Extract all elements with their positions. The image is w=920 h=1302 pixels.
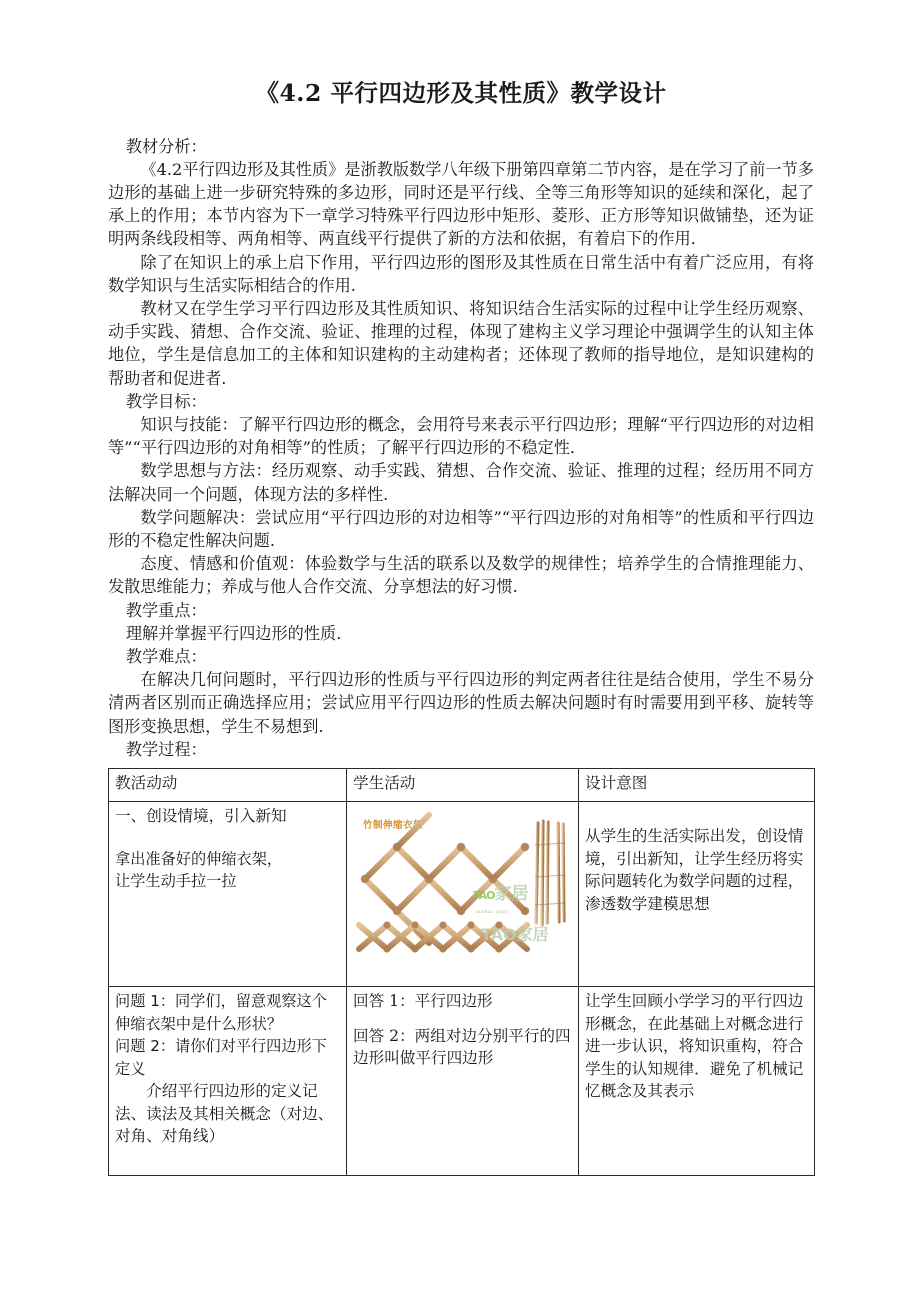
teaching-process-label: 教学过程： bbox=[125, 739, 207, 759]
textbook-analysis-paragraph-3: 教材又在学生学习平行四边形及其性质知识、将知识结合生活实际的过程中让学生经历观察、动手实践、猜想、合作交流、验证、推理的过程，体现了建构主义学习理论中强调学生的认知主体地位，学生是信息加工的主体和知识建构的主动建构者；还体现了教师的指导地位，是知识建构的帮助者和促进者. bbox=[108, 298, 814, 388]
textbook-analysis-label: 教材分析： bbox=[125, 136, 207, 156]
table-row bbox=[109, 987, 815, 1176]
image-watermark-subtext: TAOBAO JIAJU bbox=[475, 909, 509, 915]
column-header-design-intent: 设计意图 bbox=[579, 769, 815, 802]
column-header-teacher-activity: 教活动动 bbox=[109, 769, 347, 802]
section-heading-create-situation: 一、创设情境，引入新知 bbox=[115, 807, 287, 826]
teacher-question-2: 问题 2：请你们对平行四边形下定义 bbox=[115, 1037, 327, 1078]
column-header-student-activity: 学生活动 bbox=[347, 769, 579, 802]
spacer bbox=[585, 805, 809, 825]
page-title: 《4.2 平行四边形及其性质》教学设计 bbox=[255, 79, 667, 107]
teacher-question-1: 问题 1：同学们，留意观察这个伸缩衣架中是什么形状？ bbox=[115, 992, 327, 1033]
textbook-analysis-paragraph-1: 《4.2平行四边形及其性质》是浙教版数学八年级下册第四章第二节内容，是在学习了前一节多边形的基础上进一步研究特殊的多边形，同时还是平行线、全等三角形等知识的延续和深化，起了承上的作用；本节内容为下一章学习特殊平行四边形中矩形、菱形、正方形等知识做铺垫，还为证明两条线段相等、两角相等、两直线平行提供了新的方法和依据，有着启下的作用． bbox=[108, 159, 814, 249]
table-row bbox=[109, 802, 815, 987]
table-header-row bbox=[109, 769, 815, 802]
cell-student-activity-2 bbox=[347, 987, 579, 1176]
watermark-brand-main-2: 家居 bbox=[516, 925, 549, 945]
goal-knowledge-skill: 知识与技能：了解平行四边形的概念，会用符号来表示平行四边形；理解“平行四边形的对边相等”“平行四边形的对角相等”的性质；了解平行四边形的不稳定性． bbox=[108, 414, 814, 458]
design-intent-text-2: 让学生回顾小学学习的平行四边形概念，在此基础上对概念进行进一步认识，将知识重构，符合学生的认知规律．避免了机械记忆概念及其表示 bbox=[585, 992, 804, 1101]
student-answer-1: 回答 1：平行四边形 bbox=[353, 992, 493, 1011]
difficulty-label: 教学难点： bbox=[125, 647, 207, 667]
document-content bbox=[108, 78, 814, 1176]
watermark-brand-main: 家居 bbox=[494, 884, 529, 905]
rack-image-caption: 竹制伸缩衣架 bbox=[363, 820, 424, 832]
textbook-analysis-paragraph-2: 除了在知识上的承上启下作用，平行四边形的图形及其性质在日常生活中有着广泛应用，有将数学知识与生活实际相结合的作用. bbox=[108, 252, 814, 295]
key-point-text: 理解并掌握平行四边形的性质. bbox=[125, 623, 342, 643]
goal-problem-solving: 数学问题解决：尝试应用“平行四边形的对边相等”“平行四边形的对角相等”的性质和平行四边形的不稳定性解决问题. bbox=[108, 507, 814, 550]
student-answer-2: 回答 2：两组对边分别平行的四边形叫做平行四边形 bbox=[353, 1026, 571, 1068]
bamboo-lattice-illustration bbox=[355, 809, 573, 961]
teacher-action-line-1: 拿出准备好的伸缩衣架， bbox=[115, 849, 283, 868]
goal-math-thinking-method: 数学思想与方法：经历观察、动手实践、猜想、合作交流、验证、推理的过程；经历用不同方法解决同一个问题，体现方法的多样性. bbox=[108, 461, 814, 504]
teaching-process-table bbox=[108, 768, 815, 1176]
teacher-note-definition: 介绍平行四边形的定义记法、读法及其相关概念（对边、对角、对角线） bbox=[115, 1082, 334, 1146]
teacher-action-line-2: 让学生动手拉一拉 bbox=[115, 872, 237, 891]
spacer bbox=[353, 1013, 573, 1025]
design-intent-text-1: 从学生的生活实际出发，创设情境，引出新知，让学生经历将实际问题转化为数学问题的过程，渗透数学建模思想 bbox=[585, 827, 804, 913]
spacer bbox=[115, 828, 341, 848]
bamboo-clothes-rack-image bbox=[355, 809, 573, 961]
cell-teacher-activity-1 bbox=[109, 802, 347, 987]
cell-design-intent-2 bbox=[579, 987, 815, 1176]
teaching-goal-label: 教学目标： bbox=[125, 391, 207, 411]
cell-teacher-activity-2 bbox=[109, 987, 347, 1176]
watermark-brand-prefix: TAO bbox=[473, 889, 495, 903]
watermark-brand-prefix-2: TAO bbox=[481, 925, 517, 945]
goal-attitude-values: 态度、情感和价值观：体验数学与生活的联系以及数学的规律性；培养学生的合情推理能力、发散思维能力；养成与他人合作交流、分享想法的好习惯. bbox=[108, 554, 814, 597]
key-point-label: 教学重点： bbox=[125, 600, 207, 620]
difficulty-text: 在解决几何问题时，平行四边形的性质与平行四边形的判定两者往往是结合使用，学生不易分清两者区别而正确选择应用；尝试应用平行四边形的性质去解决问题时有时需要用到平移、旋转等图形变换思想，学生不易想到. bbox=[108, 670, 814, 736]
cell-design-intent-1 bbox=[579, 802, 815, 987]
cell-student-activity-1 bbox=[347, 802, 579, 987]
